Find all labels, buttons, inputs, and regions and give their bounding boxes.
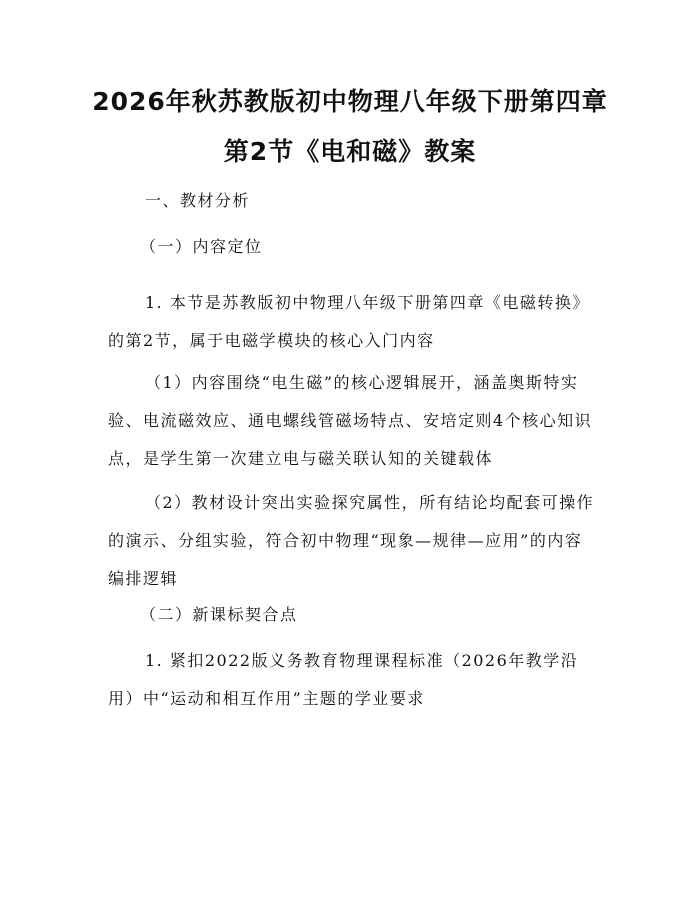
section-heading-textbook-analysis: 一、教材分析 (145, 191, 251, 210)
document-title-line-1: 2026年秋苏教版初中物理八年级下册第四章 (92, 87, 608, 116)
paragraph-core-logic: （1）内容围绕“电生磁”的核心逻辑展开，涵盖奥斯特实验、电流磁效应、通电螺线管磁场特点、安培定则4个核心知识点，是学生第一次建立电与磁关联认知的关键载体 (108, 373, 593, 468)
paragraph-experiment-design: （2）教材设计突出实验探究属性，所有结论均配套可操作的演示、分组实验，符合初中物理“现象—规律—应用”的内容编排逻辑 (108, 493, 595, 588)
subsection-heading-curriculum-fit: （二）新课标契合点 (140, 605, 298, 624)
subsection-heading-content-positioning: （一）内容定位 (140, 237, 263, 256)
document-title-line-2: 第2节《电和磁》教案 (223, 137, 477, 166)
paragraph-section-overview: 1. 本节是苏教版初中物理八年级下册第四章《电磁转换》的第2节，属于电磁学模块的核心入门内容 (108, 293, 590, 350)
paragraph-curriculum-standard: 1. 紧扣2022版义务教育物理课程标准（2026年教学沿用）中“运动和相互作用”主题的学业要求 (108, 651, 579, 708)
